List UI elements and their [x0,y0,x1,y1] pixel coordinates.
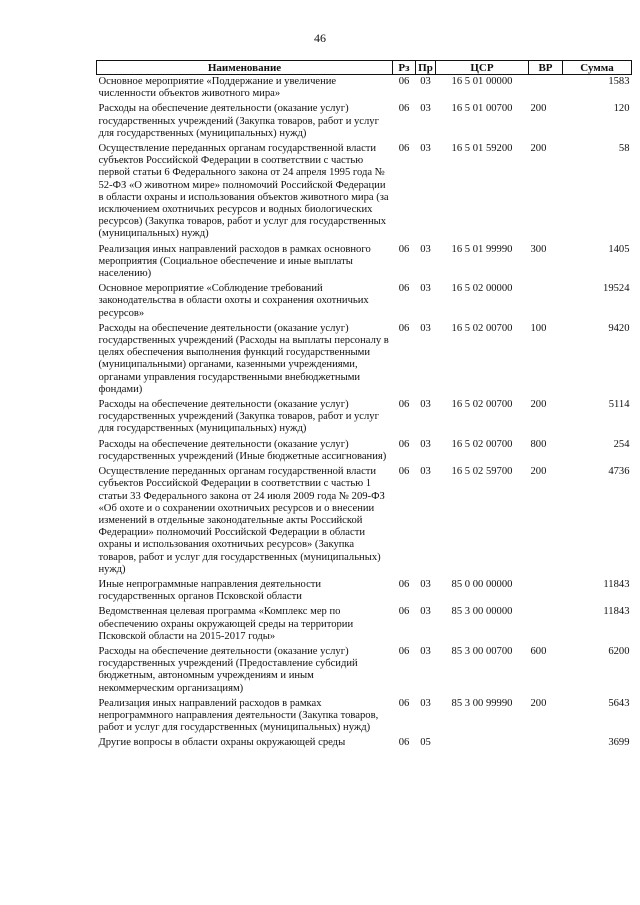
cell-name: Осуществление переданных органам государственной власти субъектов Российской Федерации в соответствии с частью 1 статьи 33 Федерального закона от 24 июля 2009 года № 209-ФЗ «Об охоте и о сохранении охотничьих ресурсов и о внесении изменений в отдельные законодательные акты Российской Федерации» полномочий Российской Федерации в области охраны и использования охотничьих ресурсов» (Закупка товаров, работ и услуг для государственных (муниципальных) нужд) [98,466,385,575]
cell-rz: 06 [398,645,410,657]
table-row [97,142,632,243]
cell-name: Расходы на обеспечение деятельности (оказание услуг) государственных учреждений (Предоставление субсидий бюджетным, автономным учреждениям и иным некоммерческим организациям) [98,645,358,694]
cell-csr: 85 3 00 99990 [451,697,513,709]
cell-pr: 03 [420,243,431,255]
header-pr: Пр [416,61,436,75]
cell-csr: 85 0 00 00000 [451,578,513,590]
cell-pr: 03 [420,76,431,87]
header-vr: ВР [529,61,563,75]
table-row [97,243,632,283]
cell-csr: 16 5 02 00700 [451,399,513,411]
cell-rz: 06 [398,697,410,709]
cell-vr: 200 [530,466,547,478]
cell-vr: 200 [530,103,547,115]
table-row [97,605,632,645]
cell-sum: 5114 [608,399,630,411]
cell-pr: 03 [420,399,431,411]
cell-rz: 06 [398,399,410,411]
cell-csr: 16 5 02 00700 [451,322,513,334]
cell-sum: 9420 [608,322,630,334]
cell-pr: 05 [420,737,431,749]
table-row [97,697,632,737]
table-row [97,438,632,465]
cell-rz: 06 [398,322,410,334]
cell-sum: 58 [618,143,630,155]
cell-rz: 06 [398,243,410,255]
table-row [97,578,632,605]
cell-vr: 100 [530,322,547,334]
cell-name: Основное мероприятие «Соблюдение требований законодательства в области охоты и сохранения охотничьих ресурсов» [98,283,369,319]
cell-name: Расходы на обеспечение деятельности (оказание услуг) государственных учреждений (Закупка товаров, работ и услуг для государственных (муниципальных) нужд) [98,399,379,435]
cell-vr [529,736,563,751]
cell-csr: 16 5 02 00700 [451,438,513,450]
cell-name: Расходы на обеспечение деятельности (оказание услуг) государственных учреждений (Расходы на выплаты персоналу в целях обеспечения выполнения функций государственными (муниципальными) органами, казенными учреждениями, органами управления государственными внебюджетными фондами) [98,322,389,395]
header-csr: ЦСР [436,61,529,75]
header-sum: Сумма [563,61,632,75]
cell-vr [529,282,563,322]
cell-sum: 4736 [608,466,630,478]
cell-vr: 200 [530,697,547,709]
header-row [97,61,632,75]
cell-pr: 03 [420,283,431,295]
cell-csr: 16 5 01 00700 [451,103,513,115]
cell-name: Реализация иных направлений расходов в рамках основного мероприятия (Социальное обеспечение и иные выплаты населению) [98,243,371,280]
cell-pr: 03 [420,143,431,155]
cell-name: Основное мероприятие «Поддержание и увеличение численности объектов животного мира» [98,76,337,100]
table-row [97,645,632,697]
cell-csr: 16 5 01 00000 [451,76,513,87]
cell-rz: 06 [398,737,410,749]
cell-pr: 03 [420,645,431,657]
cell-rz: 06 [398,143,410,155]
cell-sum: 11843 [603,578,630,590]
cell-name: Иные непрограммные направления деятельности государственных органов Псковской области [98,578,322,603]
cell-vr: 200 [530,399,547,411]
table-row [97,322,632,398]
cell-csr: 16 5 01 59200 [451,143,513,155]
cell-rz: 06 [398,103,410,115]
cell-name: Реализация иных направлений расходов в рамках непрограммного направления деятельности (Закупка товаров, работ и услуг для государственных (муниципальных) нужд) [98,697,379,734]
cell-pr: 03 [420,466,431,478]
table-header [97,61,632,75]
cell-rz: 06 [398,578,410,590]
table-row [97,102,632,142]
cell-csr: 16 5 02 59700 [451,466,513,478]
cell-vr [529,605,563,645]
cell-rz: 06 [398,466,410,478]
budget-table [96,60,632,752]
cell-csr: 85 3 00 00000 [451,606,513,618]
cell-name: Другие вопросы в области охраны окружающей среды [98,737,346,749]
cell-pr: 03 [420,322,431,334]
cell-sum: 254 [613,438,630,450]
table-row [97,465,632,578]
cell-csr: 85 3 00 00700 [451,645,513,657]
cell-rz: 06 [398,438,410,450]
cell-csr: 16 5 02 00000 [451,283,513,295]
cell-csr: 16 5 01 99990 [451,243,513,255]
cell-vr: 600 [530,645,547,657]
cell-sum: 5643 [608,697,630,709]
cell-sum: 11843 [603,606,630,618]
header-name: Наименование [97,61,393,75]
cell-pr: 03 [420,438,431,450]
cell-name: Осуществление переданных органам государственной власти субъектов Российской Федерации в соответствии с частью первой статьи 6 Федерального закона от 24 апреля 1995 года № 52-ФЗ «О животном мире» полномочий Российской Федерации в области охраны и использования объектов животного мира (за исключением охотничьих ресурсов и водных биологических ресурсов) (Закупка товаров, работ и услуг для государственных (муниципальных) нужд) [98,143,389,240]
cell-name: Расходы на обеспечение деятельности (оказание услуг) государственных учреждений (Закупка товаров, работ и услуг для государственных (муниципальных) нужд) [98,103,379,139]
cell-sum: 1583 [608,76,630,87]
cell-sum: 120 [613,103,630,115]
cell-rz: 06 [398,606,410,618]
cell-pr: 03 [420,578,431,590]
page-number: 46 [314,31,326,45]
cell-vr: 200 [530,143,547,155]
table-row [97,282,632,322]
cell-rz: 06 [398,76,410,87]
cell-sum: 3699 [608,737,630,749]
cell-vr [529,578,563,605]
cell-csr [436,736,529,751]
table-body [97,75,632,752]
cell-rz: 06 [398,283,410,295]
table-row [97,75,632,103]
cell-name: Расходы на обеспечение деятельности (оказание услуг) государственных учреждений (Иные бюджетные ассигнования) [98,438,387,462]
cell-vr [529,75,563,103]
cell-pr: 03 [420,103,431,115]
table-row [97,736,632,751]
cell-pr: 03 [420,606,431,618]
table-row [97,398,632,438]
cell-vr: 800 [530,438,547,450]
cell-sum: 19524 [603,283,630,295]
cell-sum: 6200 [608,645,630,657]
cell-name: Ведомственная целевая программа «Комплекс мер по обеспечению охраны окружающей среды на территории Псковской области на 2015-2017 годы» [98,606,354,642]
header-rz: Рз [393,61,416,75]
cell-pr: 03 [420,697,431,709]
cell-sum: 1405 [608,243,630,255]
cell-vr: 300 [530,243,547,255]
